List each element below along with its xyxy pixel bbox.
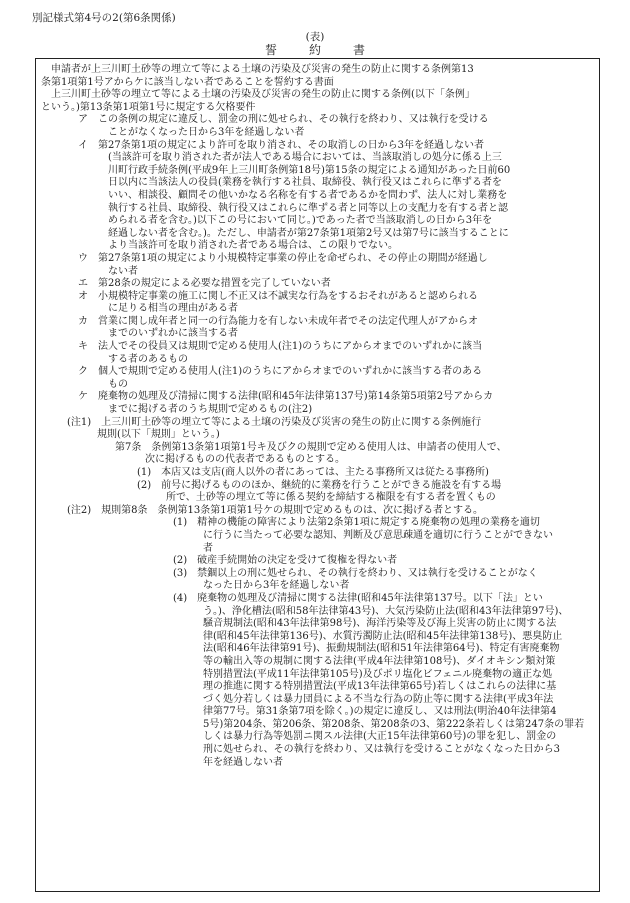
document-title: 誓約書 [264,43,397,57]
body-line: 律(昭和45年法律第136号)、水質汚濁防止法(昭和45年法律第138号)、悪臭防止 [203,630,563,642]
body-line: (1) 精神の機能の障害により法第2条第1項に規定する廃棄物の処理の業務を適切 [173,517,540,529]
body-line: づく処分若しくは暴力団員による不当な行為の防止等に関する法律(平成3年法 [203,693,554,705]
form-number-label: 別記様式第4号の2(第6条関係) [32,12,176,24]
page-side-label: (表) [305,31,325,43]
body-line: までのいずれかに該当する者 [108,328,238,340]
body-line: められる者を含む。)以下この号において同じ。)であった者で当該取消しの日から3年を [108,215,493,227]
body-line: (3) 禁錮以上の刑に処せられ、その執行を終わり、又は執行を受けることがなく [173,567,538,579]
body-line: (注2) 規則第8条 条例第13条第1項第1号ケの規則で定めるものは、次に掲げる者とする。 [67,504,483,516]
body-line: オ 小規模特定事業の施工に関し不正又は不誠実な行為をするおそれがあると認められる [78,290,478,302]
body-line: カ 営業に関し成年者と同一の行為能力を有しない未成年者でその法定代理人がアからオ [78,315,478,327]
body-line: (2) 前号に掲げるもののほか、継続的に業務を行うことができる施設を有する場 [137,479,502,491]
body-line: う。)、浄化槽法(昭和58年法律第43号)、大気汚染防止法(昭和43年法律第97号)、 [203,605,569,617]
body-line: キ 法人でその役員又は規則で定める使用人(注1)のうちにアからオまでのいずれかに該当 [78,341,483,353]
body-line: (4) 廃棄物の処理及び清掃に関する法律(昭和45年法律第137号。以下「法」とい [173,592,543,604]
body-line: 理の推進に関する特別措置法(平成13年法律第65号)若しくはこれらの法律に基 [203,681,557,693]
body-line: 条第1項第1号アからケに該当しない者であることを誓約する書面 [41,76,334,88]
body-line: エ 第28条の規定による必要な措置を完了していない者 [78,278,331,290]
pledge-body-frame [35,58,600,892]
body-line: ウ 第27条第1項の規定により小規模特定事業の停止を命ぜられ、その停止の期間が経過し [78,252,488,264]
body-line: 第7条 条例第13条第1項第1号キ及びクの規則で定める使用人は、申請者の使用人で、 [115,441,507,453]
body-line: ない者 [108,265,138,277]
body-line: (当該許可を取り消された者が法人である場合においては、当該取消しの処分に係る上三 [108,152,502,164]
body-line: いい、相談役、顧問その他いかなる名称を有する者であるかを問わず、法人に対し業務を [108,189,508,201]
body-line: 執行する社員、取締役、執行役又はこれらに準ずる者と同等以上の支配力を有する者と認 [108,202,508,214]
body-line: もの [108,378,128,390]
body-line: なった日から3年を経過しない者 [203,580,350,592]
body-line: という。)第13条第1項第1号に規定する欠格要件 [41,101,256,113]
body-line: ク 個人で規則で定める使用人(注1)のうちにアからオまでのいずれかに該当する者のある [78,366,483,378]
body-line: 者 [203,542,213,554]
body-line: に行うに当たって必要な認知、判断及び意思疎通を適切に行うことができない [203,529,553,541]
body-line: (2) 破産手続開始の決定を受けて復権を得ない者 [173,555,398,567]
body-line: 5号)第204条、第206条、第208条、第208条の3、第222条若しくは第247条の罪若 [203,718,585,730]
body-line: しくは暴力行為等処罰ニ関スル法律(大正15年法律第60号)の罪を犯し、罰金の [203,731,557,743]
body-line: 申請者が上三川町土砂等の埋立て等による土壌の汚染及び災害の発生の防止に関する条例第13 [51,64,474,75]
body-line: イ 第27条第1項の規定により許可を取り消され、その取消しの日から3年を経過しない者 [78,139,485,151]
body-line: ケ 廃棄物の処理及び清掃に関する法律(昭和45年法律第137号)第14条第5項第2号アからカ [78,391,494,403]
body-line: ア この条例の規定に違反し、罰金の刑に処せられ、その執行を終わり、又は執行を受ける [78,114,489,126]
body-line: ことがなくなった日から3年を経過しない者 [108,126,305,138]
body-line: (注1) 上三川町土砂等の埋立て等による土壌の汚染及び災害の発生の防止に関する条例施行 [67,416,482,428]
body-line: 等の輸出入等の規制に関する法律(平成4年法律第108号)、ダイオキシン類対策 [203,655,556,667]
body-line: 上三川町土砂等の埋立て等による土壌の汚染及び災害の発生の防止に関する条例(以下「条例」 [51,89,475,101]
body-line: する者のあるもの [108,353,188,365]
body-line: 特別措置法(平成11年法律第105号)及びポリ塩化ビフェニル廃棄物の適正な処 [203,668,553,680]
body-line: 律第77号。第31条第7項を除く。)の規定に違反し、又は刑法(明治40年法律第4 [203,706,557,718]
body-line: 年を経過しない者 [203,756,283,768]
body-line: 騒音規制法(昭和43年法律第98号)、海洋汚染等及び海上災害の防止に関する法 [203,618,557,630]
body-line: までに掲げる者のうち規則で定めるもの(注2) [108,404,313,416]
body-line: 法(昭和46年法律第91号)、振動規制法(昭和51年法律第64号)、特定有害廃棄物 [203,643,560,655]
body-line: 刑に処せられ、その執行を終わり、又は執行を受けることがなくなった日から3 [203,744,560,756]
body-line: 規則(以下「規則」という。) [97,429,220,441]
body-line: 所で、土砂等の埋立て等に係る契約を締結する権限を有する者を置くもの [166,492,496,504]
body-line: (1) 本店又は支店(商人以外の者にあっては、主たる事務所又は従たる事務所) [137,467,489,478]
body-line: 次に掲げるものの代表者であるものとする。 [145,454,345,466]
body-line: 川町行政手続条例(平成9年上三川町条例第18号)第15条の規定による通知があった日前60 [108,164,511,176]
body-line: 日以内に当該法人の役員(業務を執行する社員、取締役、執行役又はこれらに準ずる者を [108,177,502,189]
body-line: に足りる相当の理由がある者 [108,303,238,315]
body-line: より当該許可を取り消された者である場合は、この限りでない。 [108,240,398,252]
body-line: 経過しない者を含む。)。ただし、申請者が第27条第1項第2号又は第7号に該当することに [108,227,509,239]
